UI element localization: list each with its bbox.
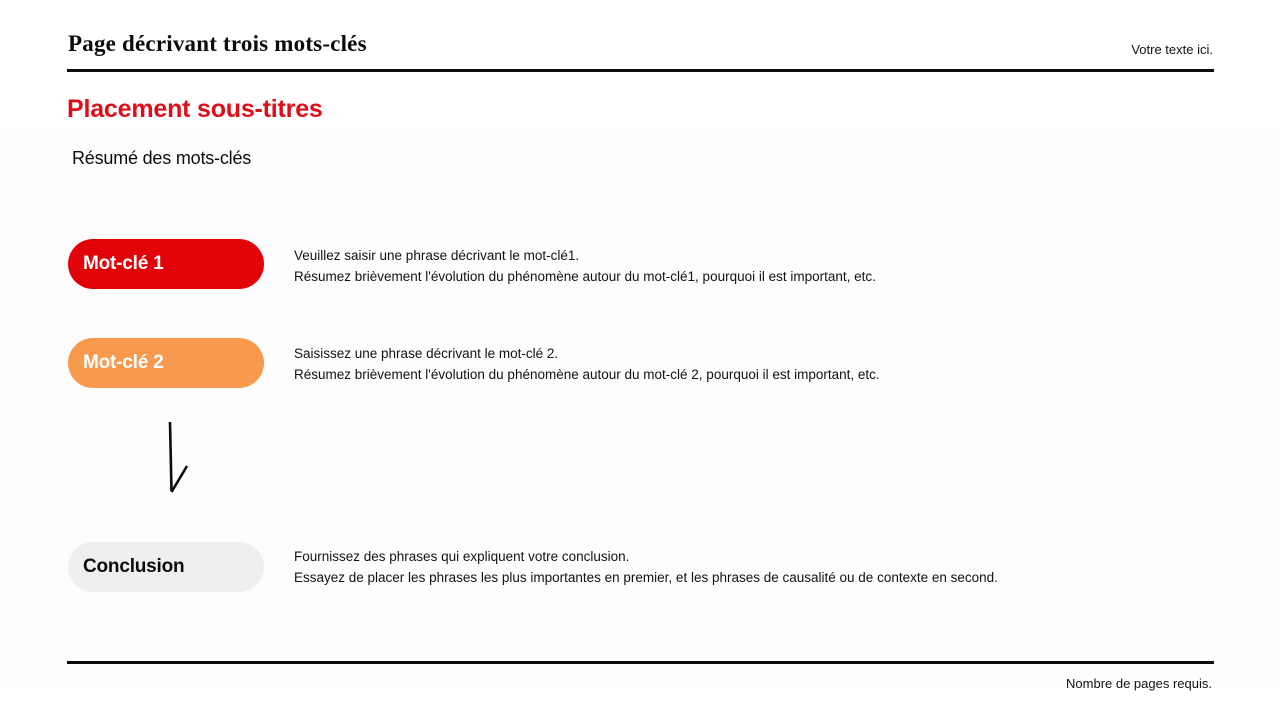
keyword-pill-1-label: Mot-clé 1: [83, 253, 164, 274]
keyword-2-description-line2: Résumez brièvement l'évolution du phénomène autour du mot-clé 2, pourquoi il est important, etc.: [294, 367, 880, 382]
keyword-1-description-line1: Veuillez saisir une phrase décrivant le mot-clé1.: [294, 248, 580, 263]
bottom-divider: [67, 661, 1214, 664]
keyword-pill-2[interactable]: [68, 338, 264, 388]
down-arrow-icon: [130, 402, 250, 507]
keyword-pill-1[interactable]: [68, 239, 264, 289]
conclusion-description: [294, 546, 998, 588]
keyword-2-description-line1: Saisissez une phrase décrivant le mot-clé 2.: [294, 346, 559, 361]
section-subheading: Résumé des mots-clés: [72, 148, 252, 168]
conclusion-pill-label: Conclusion: [83, 556, 185, 577]
footer-placeholder-text: Nombre de pages requis.: [1066, 676, 1212, 691]
keyword-pill-2-label: Mot-clé 2: [83, 352, 164, 373]
section-heading: Placement sous-titres: [67, 95, 323, 123]
conclusion-description-line1: Fournissez des phrases qui expliquent votre conclusion.: [294, 549, 630, 564]
page-title: Page décrivant trois mots-clés: [68, 31, 367, 56]
conclusion-pill[interactable]: [68, 542, 264, 592]
conclusion-description-line2: Essayez de placer les phrases les plus importantes en premier, et les phrases de causalité ou de contexte en second.: [294, 570, 998, 585]
keyword-1-description: [294, 245, 876, 287]
keyword-2-description: [294, 343, 880, 385]
header-placeholder-text: Votre texte ici.: [1131, 42, 1213, 57]
keyword-1-description-line2: Résumez brièvement l'évolution du phénomène autour du mot-clé1, pourquoi il est important, etc.: [294, 269, 876, 284]
top-divider: [67, 69, 1214, 72]
